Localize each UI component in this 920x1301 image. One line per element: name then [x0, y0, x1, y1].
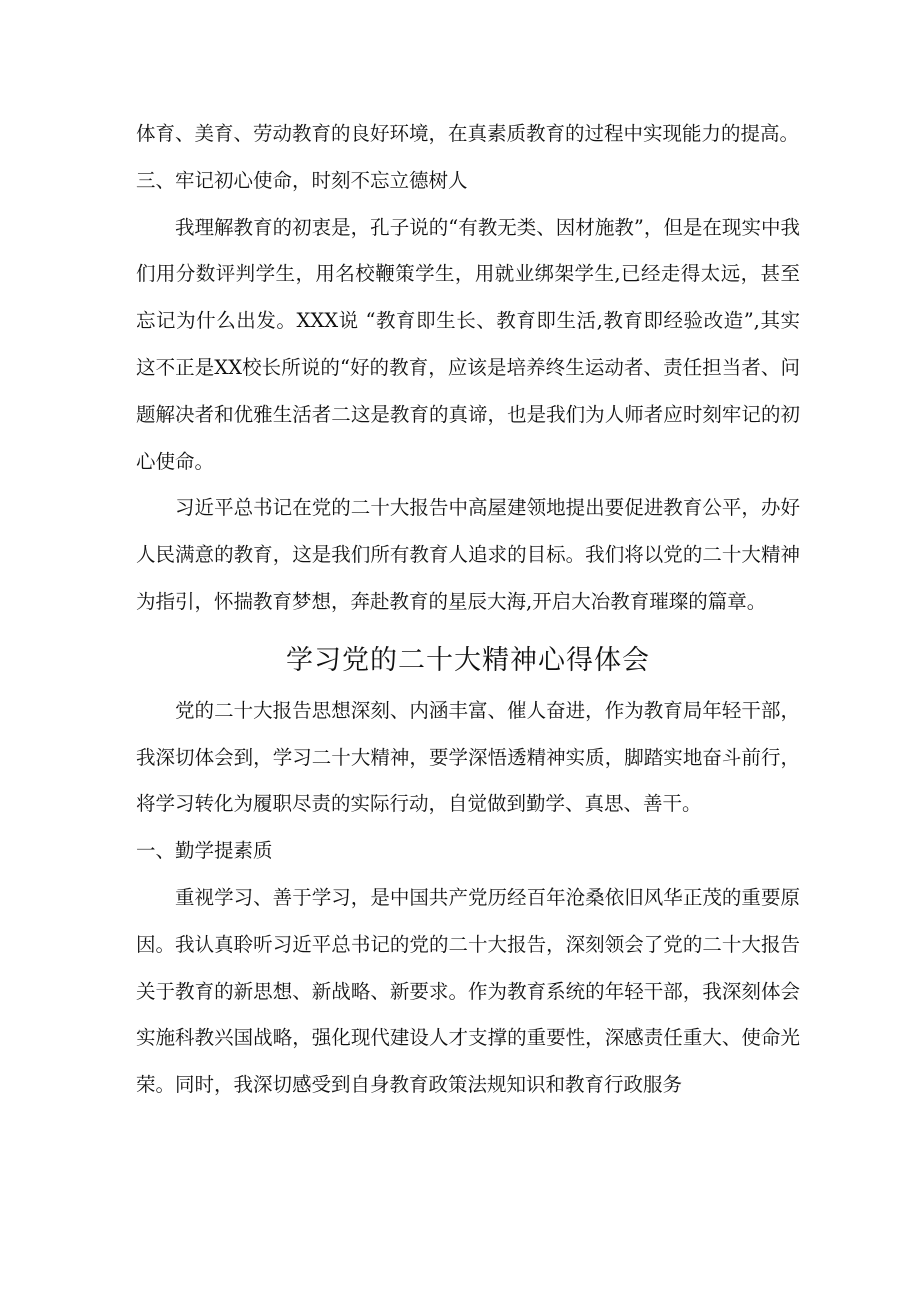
paragraph-intro: 党的二十大报告思想深刻、内涵丰富、催人奋进，作为教育局年轻干部，我深切体会到，学习二十大精神，要学深悟透精神实质，脚踏实地奋斗前行，将学习转化为履职尽责的实际行动，自觉做到勤学、真思、善干。: [136, 698, 800, 816]
paragraph-original-intention: 我理解教育的初衷是，孔子说的“有教无类、因材施教”，但是在现实中我们用分数评判学生，用名校鞭策学生，用就业绑架学生,已经走得太远，甚至忘记为什么出发。XXX说 “教育即生长、教育即生活,教育即经验改造”,其实这不正是XX校长所说的“好的教育，应该是培养终生运动者、责任担当者、问题解决者和优雅生活者二这是教育的真谛，也是我们为人师者应时刻牢记的初心使命。: [136, 215, 800, 473]
section-heading-1: 一、勤学提素质: [136, 839, 273, 863]
paragraph-study: 重视学习、善于学习，是中国共产党历经百年沧桑依旧风华正茂的重要原因。我认真聆听习近平总书记的党的二十大报告，深刻领会了党的二十大报告关于教育的新思想、新战略、新要求。作为教育系统的年轻干部，我深刻体会实施科教兴国战略，强化现代建设人才支撑的重要性，深感责任重大、使命光荣。同时，我深切感受到自身教育政策法规知识和教育行政服务: [136, 885, 800, 1097]
article-title: 学习党的二十大精神心得体会: [286, 644, 650, 676]
document-page: [136, 111, 800, 1109]
paragraph-education-fairness: 习近平总书记在党的二十大报告中高屋建领地提出要促进教育公平，办好人民满意的教育，这是我们所有教育人追求的目标。我们将以党的二十大精神为指引，怀揣教育梦想，奔赴教育的星辰大海,开启大冶教育璀璨的篇章。: [136, 496, 800, 613]
paragraph-continuation: 体育、美育、劳动教育的良好环境，在真素质教育的过程中实现能力的提高。: [136, 122, 800, 145]
section-heading-3: 三、牢记初心使命，时刻不忘立德树人: [136, 168, 468, 192]
